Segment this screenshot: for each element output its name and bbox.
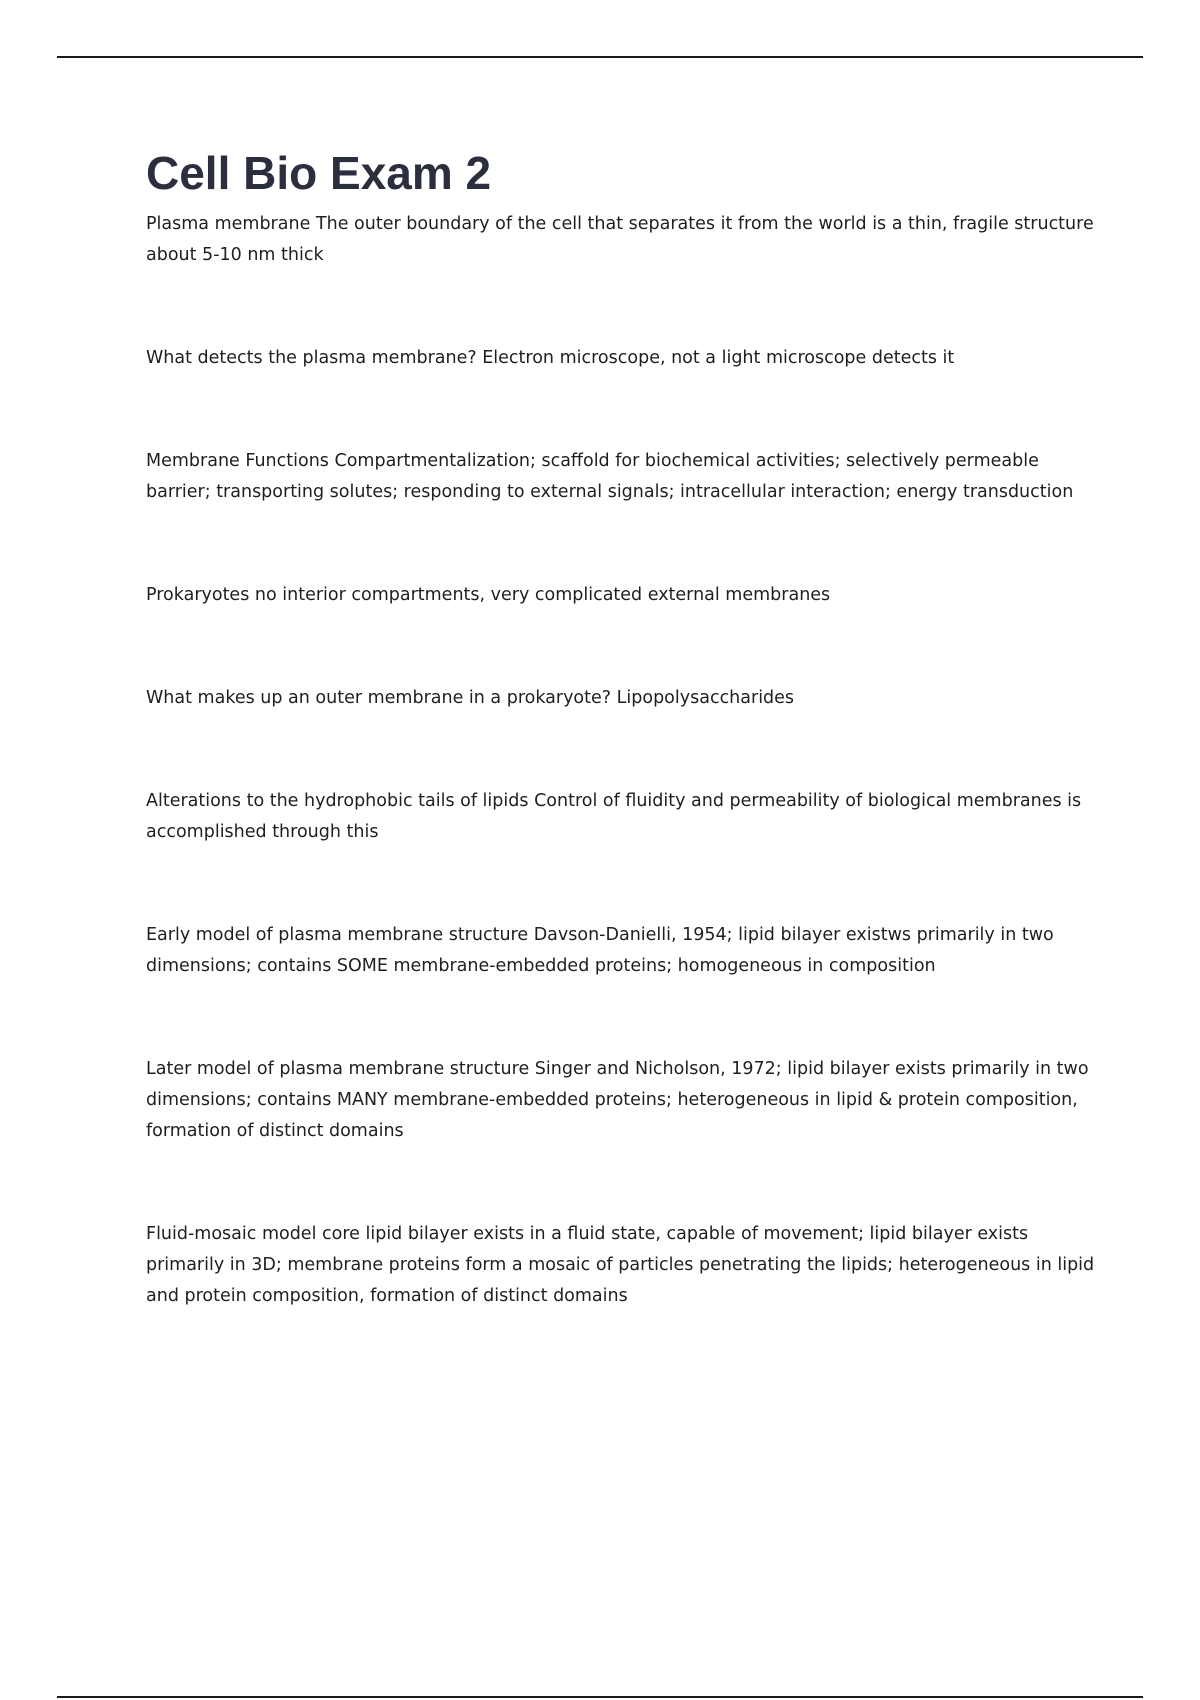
flashcard-term: Later model of plasma membrane structure [146, 1059, 530, 1079]
flashcard-definition: lipid bilayer exists in a fluid state, capable of movement; lipid bilayer exists primarily in 3D; membrane proteins form a mosaic of particles penetrating the lipids; heterogeneous in lipid and protein composition, formation of distinct domains [146, 1224, 1095, 1306]
flashcard [146, 580, 1106, 611]
flashcard [146, 1054, 1106, 1147]
flashcard-definition: Lipopolysaccharides [616, 688, 795, 708]
flashcard-definition: no interior compartments, very complicated external membranes [254, 585, 831, 605]
flashcard-term: Prokaryotes [146, 585, 250, 605]
flashcard [146, 343, 1106, 374]
flashcard-term: What detects the plasma membrane? [146, 348, 477, 368]
flashcard-definition: Singer and Nicholson, 1972; lipid bilayer exists primarily in two dimensions; contains MANY membrane-embedded proteins; heterogeneous in lipid & protein composition, formation of distinct domains [146, 1059, 1089, 1141]
flashcard-term: Membrane Functions [146, 451, 329, 471]
flashcard-definition: Compartmentalization; scaffold for biochemical activities; selectively permeable barrier; transporting solutes; responding to external signals; intracellular interaction; energy transduction [146, 451, 1074, 502]
flashcard-term: Alterations to the hydrophobic tails of lipids [146, 791, 529, 811]
flashcard-definition: Electron microscope, not a light microscope detects it [482, 348, 955, 368]
flashcard-definition: Control of fluidity and permeability of biological membranes is accomplished through this [146, 791, 1082, 842]
footer-rule [57, 1696, 1143, 1698]
flashcard-term: Plasma membrane [146, 214, 311, 234]
document-body [146, 140, 1106, 1384]
header-rule [57, 56, 1143, 58]
flashcard [146, 1219, 1106, 1312]
flashcard [146, 786, 1106, 848]
flashcard-list [146, 209, 1106, 1312]
flashcard-definition: The outer boundary of the cell that separates it from the world is a thin, fragile structure about 5-10 nm thick [146, 214, 1094, 265]
flashcard-term: Fluid-mosaic model core [146, 1224, 360, 1244]
flashcard-term: What makes up an outer membrane in a prokaryote? [146, 688, 612, 708]
flashcard-term: Early model of plasma membrane structure [146, 925, 529, 945]
flashcard [146, 209, 1106, 271]
document-title: Cell Bio Exam 2 [146, 147, 492, 199]
flashcard-definition: Davson-Danielli, 1954; lipid bilayer existws primarily in two dimensions; contains SOME membrane-embedded proteins; homogeneous in composition [146, 925, 1054, 976]
flashcard [146, 683, 1106, 714]
flashcard [146, 446, 1106, 508]
flashcard [146, 920, 1106, 982]
